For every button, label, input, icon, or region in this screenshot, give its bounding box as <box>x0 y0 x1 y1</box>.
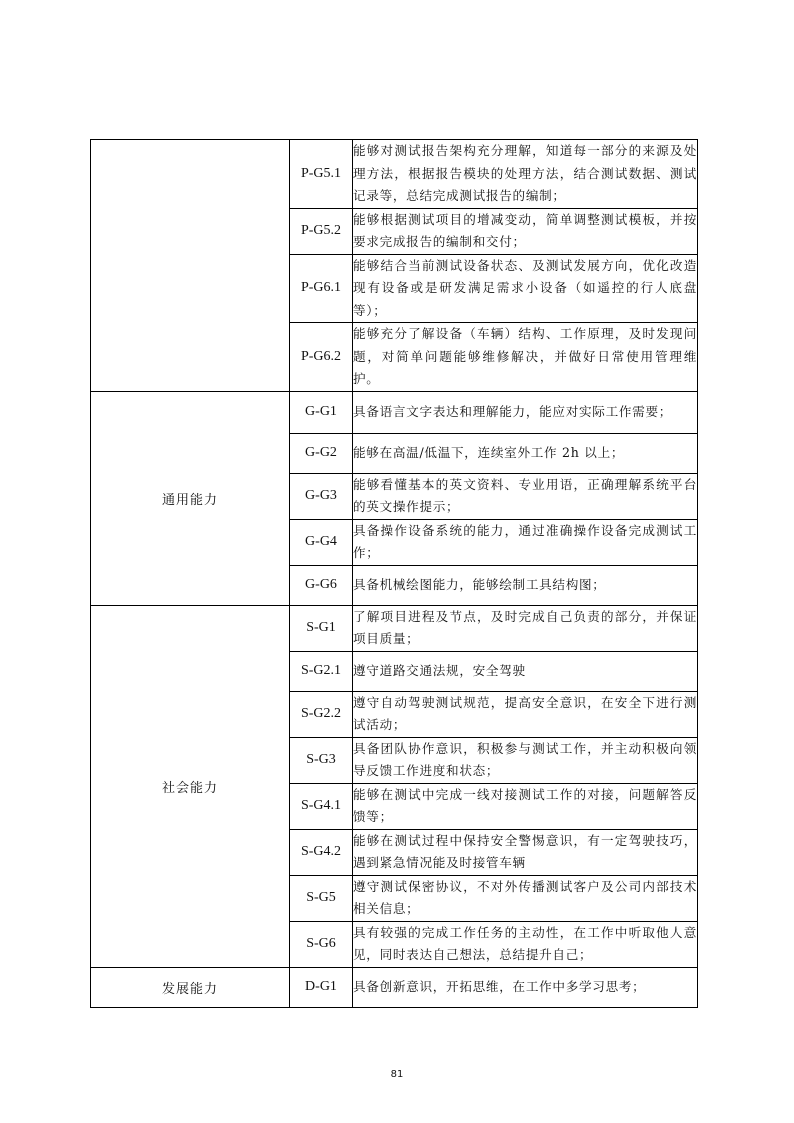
code-cell: P-G6.1 <box>290 254 353 323</box>
description-cell: 了解项目进程及节点，及时完成自己负责的部分，并保证项目质量； <box>353 605 698 651</box>
category-cell <box>91 140 290 392</box>
code-cell: S-G6 <box>290 921 353 967</box>
category-cell: 通用能力 <box>91 391 290 605</box>
code-cell: G-G4 <box>290 519 353 565</box>
table-row <box>91 391 698 433</box>
description-cell: 能够在测试过程中保持安全警惕意识，有一定驾驶技巧，遇到紧急情况能及时接管车辆 <box>353 829 698 875</box>
description-cell: 能够在测试中完成一线对接测试工作的对接，问题解答反馈等； <box>353 783 698 829</box>
description-cell: 能够对测试报告架构充分理解，知道每一部分的来源及处理方法，根据报告模块的处理方法，结合测试数据、测试记录等，总结完成测试报告的编制； <box>353 140 698 209</box>
description-cell: 具备机械绘图能力，能够绘制工具结构图； <box>353 565 698 605</box>
code-cell: S-G1 <box>290 605 353 651</box>
code-cell: G-G6 <box>290 565 353 605</box>
description-cell: 具备创新意识，开拓思维，在工作中多学习思考； <box>353 967 698 1007</box>
code-cell: S-G2.2 <box>290 691 353 737</box>
table-row <box>91 605 698 651</box>
description-cell: 具备团队协作意识，积极参与测试工作，并主动积极向领导反馈工作进度和状态； <box>353 737 698 783</box>
description-cell: 具有较强的完成工作任务的主动性，在工作中听取他人意见，同时表达自己想法，总结提升自己； <box>353 921 698 967</box>
description-cell: 遵守测试保密协议，不对外传播测试客户及公司内部技术相关信息； <box>353 875 698 921</box>
code-cell: G-G1 <box>290 391 353 433</box>
code-cell: S-G4.1 <box>290 783 353 829</box>
code-cell: S-G2.1 <box>290 651 353 691</box>
code-cell: G-G2 <box>290 433 353 473</box>
code-cell: D-G1 <box>290 967 353 1007</box>
code-cell: S-G5 <box>290 875 353 921</box>
description-cell: 能够看懂基本的英文资料、专业用语，正确理解系统平台的英文操作提示； <box>353 473 698 519</box>
competency-table <box>90 139 698 1008</box>
code-cell: S-G3 <box>290 737 353 783</box>
code-cell: P-G5.2 <box>290 208 353 254</box>
description-cell: 遵守自动驾驶测试规范，提高安全意识，在安全下进行测试活动； <box>353 691 698 737</box>
description-cell: 能够结合当前测试设备状态、及测试发展方向，优化改造现有设备或是研发满足需求小设备（如遥控的行人底盘等）； <box>353 254 698 323</box>
page-number: 81 <box>390 1069 404 1080</box>
table-row <box>91 967 698 1007</box>
description-cell: 能够在高温/低温下，连续室外工作 2h 以上； <box>353 433 698 473</box>
description-cell: 具备操作设备系统的能力，通过准确操作设备完成测试工作； <box>353 519 698 565</box>
description-cell: 能够根据测试项目的增减变动，简单调整测试模板，并按要求完成报告的编制和交付； <box>353 208 698 254</box>
code-cell: G-G3 <box>290 473 353 519</box>
table-row <box>91 140 698 209</box>
category-cell: 社会能力 <box>91 605 290 967</box>
description-cell: 遵守道路交通法规，安全驾驶 <box>353 651 698 691</box>
description-cell: 能够充分了解设备（车辆）结构、工作原理，及时发现问题，对简单问题能够维修解决，并做好日常使用管理维护。 <box>353 323 698 392</box>
code-cell: S-G4.2 <box>290 829 353 875</box>
description-cell: 具备语言文字表达和理解能力，能应对实际工作需要； <box>353 391 698 433</box>
code-cell: P-G5.1 <box>290 140 353 209</box>
code-cell: P-G6.2 <box>290 323 353 392</box>
category-cell: 发展能力 <box>91 967 290 1007</box>
